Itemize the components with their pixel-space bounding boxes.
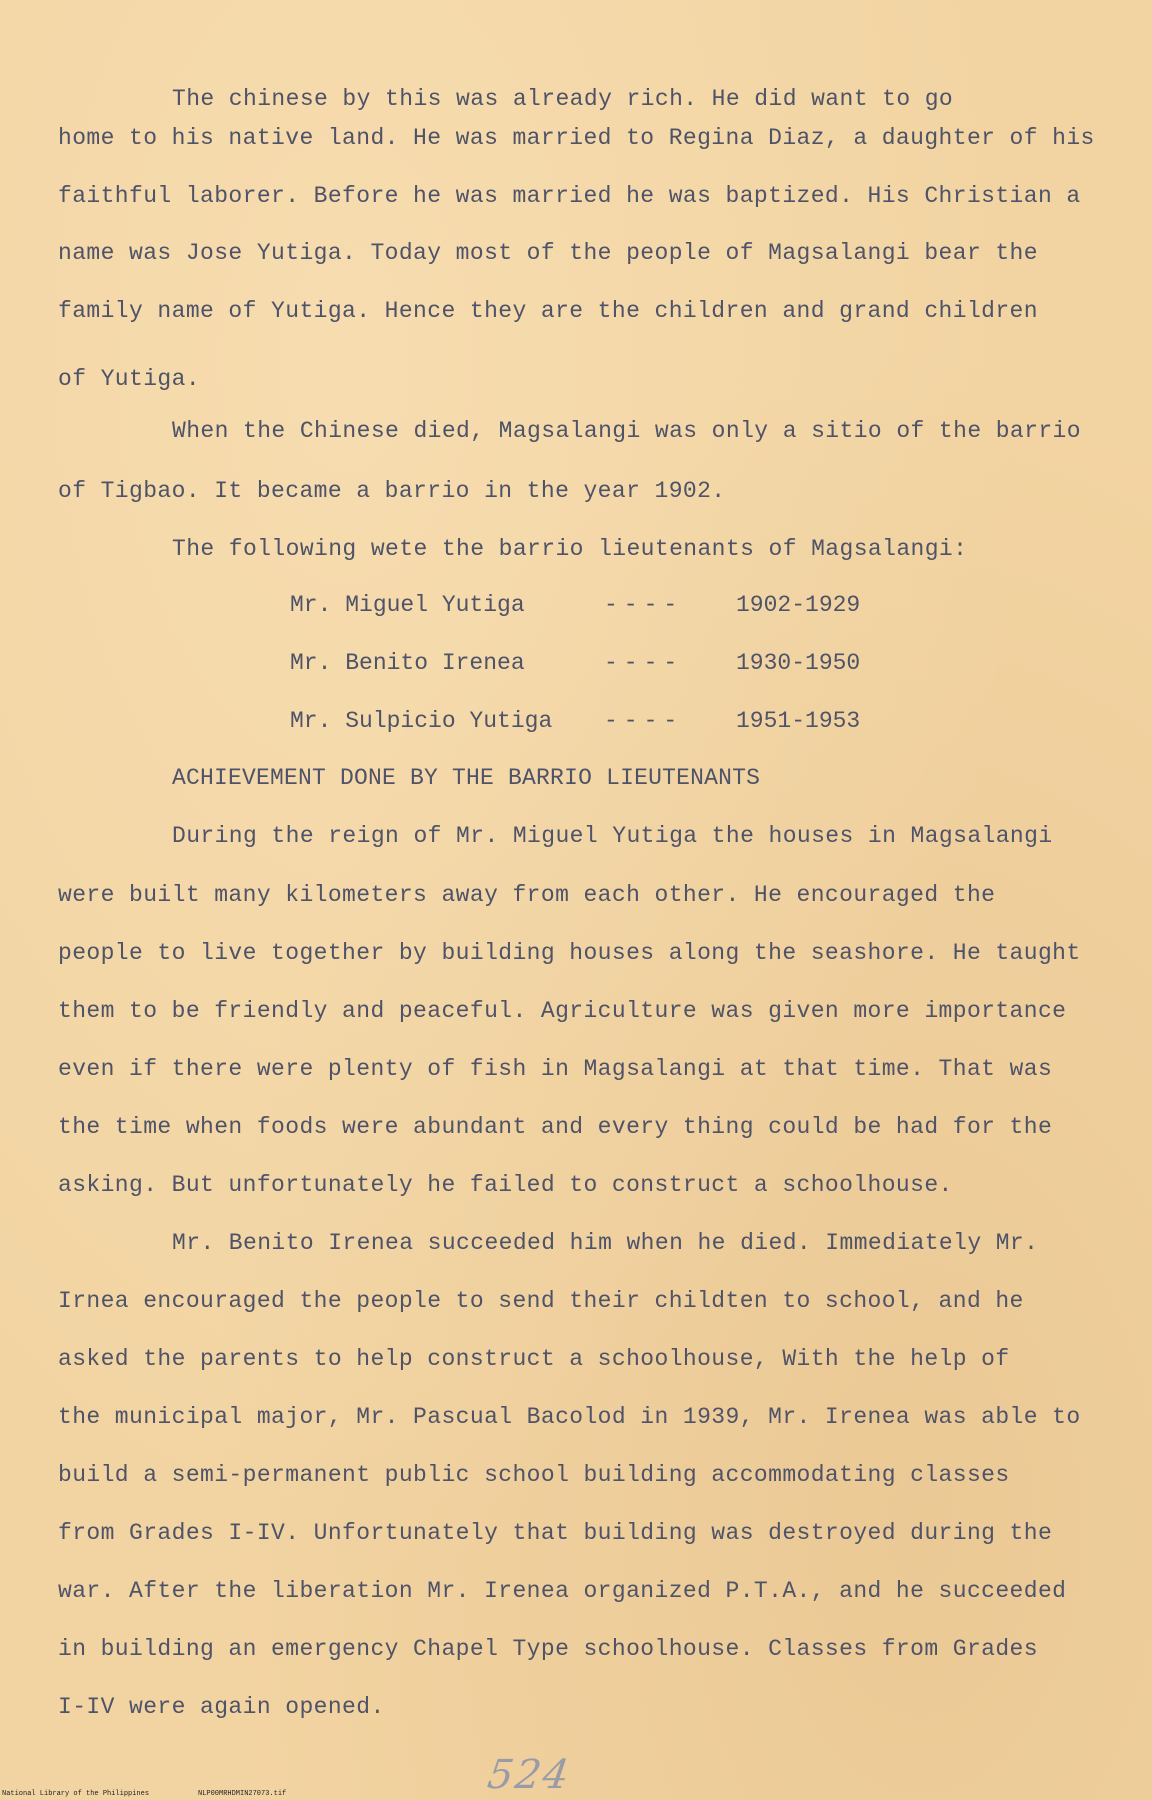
paragraph-3-line-5: even if there were plenty of fish in Magsalangi at that time. That was bbox=[58, 1056, 1053, 1082]
paragraph-3-line-2: were built many kilometers away from each other. He encouraged the bbox=[58, 882, 996, 908]
paragraph-1-line-4: name was Jose Yutiga. Today most of the people of Magsalangi bear the bbox=[58, 240, 1038, 266]
paragraph-3-line-3: people to live together by building houses along the seashore. He taught bbox=[58, 940, 1081, 966]
footer-file-id: NLP00MRHDMIN27073.tif bbox=[198, 1790, 287, 1798]
paragraph-4-line-3: asked the parents to help construct a schoolhouse, With the help of bbox=[58, 1346, 1010, 1372]
paragraph-4-line-5: build a semi-permanent public school building accommodating classes bbox=[58, 1462, 1010, 1488]
paragraph-1-line-1: The chinese by this was already rich. He did want to go bbox=[172, 86, 954, 112]
lieutenant-name: Mr. Miguel Yutiga bbox=[290, 592, 525, 618]
paragraph-3-line-1: During the reign of Mr. Miguel Yutiga the houses in Magsalangi bbox=[172, 823, 1053, 849]
lieutenants-intro: The following wete the barrio lieutenants of Magsalangi: bbox=[172, 536, 968, 562]
lieutenant-years: 1951-1953 bbox=[736, 708, 861, 734]
paragraph-1-line-5: family name of Yutiga. Hence they are the children and grand children bbox=[58, 298, 1038, 324]
paragraph-4-line-6: from Grades I-IV. Unfortunately that building was destroyed during the bbox=[58, 1520, 1053, 1546]
paragraph-3-line-7: asking. But unfortunately he failed to construct a schoolhouse. bbox=[58, 1172, 953, 1198]
lieutenant-dash: ---- bbox=[604, 650, 684, 676]
lieutenant-name: Mr. Benito Irenea bbox=[290, 650, 525, 676]
page-number: 524 bbox=[484, 1752, 574, 1798]
paragraph-3-line-4: them to be friendly and peaceful. Agriculture was given more importance bbox=[58, 998, 1067, 1024]
paragraph-3-line-6: the time when foods were abundant and every thing could be had for the bbox=[58, 1114, 1053, 1140]
lieutenant-row bbox=[0, 592, 1152, 622]
lieutenant-dash: ---- bbox=[604, 592, 684, 618]
lieutenant-row bbox=[0, 708, 1152, 738]
lieutenant-years: 1930-1950 bbox=[736, 650, 861, 676]
achievement-heading: ACHIEVEMENT DONE BY THE BARRIO LIEUTENANTS bbox=[172, 765, 761, 791]
paragraph-4-line-1: Mr. Benito Irenea succeeded him when he died. Immediately Mr. bbox=[172, 1230, 1039, 1256]
lieutenant-row bbox=[0, 650, 1152, 680]
paragraph-4-line-2: Irnea encouraged the people to send their childten to school, and he bbox=[58, 1288, 1024, 1314]
paragraph-4-line-7: war. After the liberation Mr. Irenea organized P.T.A., and he succeeded bbox=[58, 1578, 1067, 1604]
footer-library: National Library of the Philippines bbox=[2, 1790, 150, 1798]
paragraph-4-line-9: I-IV were again opened. bbox=[58, 1694, 385, 1720]
lieutenant-years: 1902-1929 bbox=[736, 592, 861, 618]
paragraph-4-line-4: the municipal major, Mr. Pascual Bacolod in 1939, Mr. Irenea was able to bbox=[58, 1404, 1081, 1430]
paragraph-1-line-3: faithful laborer. Before he was married he was baptized. His Christian a bbox=[58, 183, 1081, 209]
paragraph-1-line-6: of Yutiga. bbox=[58, 366, 201, 392]
paragraph-4-line-8: in building an emergency Chapel Type schoolhouse. Classes from Grades bbox=[58, 1636, 1038, 1662]
paragraph-2-line-1: When the Chinese died, Magsalangi was only a sitio of the barrio bbox=[172, 418, 1081, 444]
lieutenant-name: Mr. Sulpicio Yutiga bbox=[290, 708, 553, 734]
paragraph-2-line-2: of Tigbao. It became a barrio in the year 1902. bbox=[58, 478, 726, 504]
lieutenant-dash: ---- bbox=[604, 708, 684, 734]
paragraph-1-line-2: home to his native land. He was married to Regina Diaz, a daughter of his bbox=[58, 125, 1095, 151]
